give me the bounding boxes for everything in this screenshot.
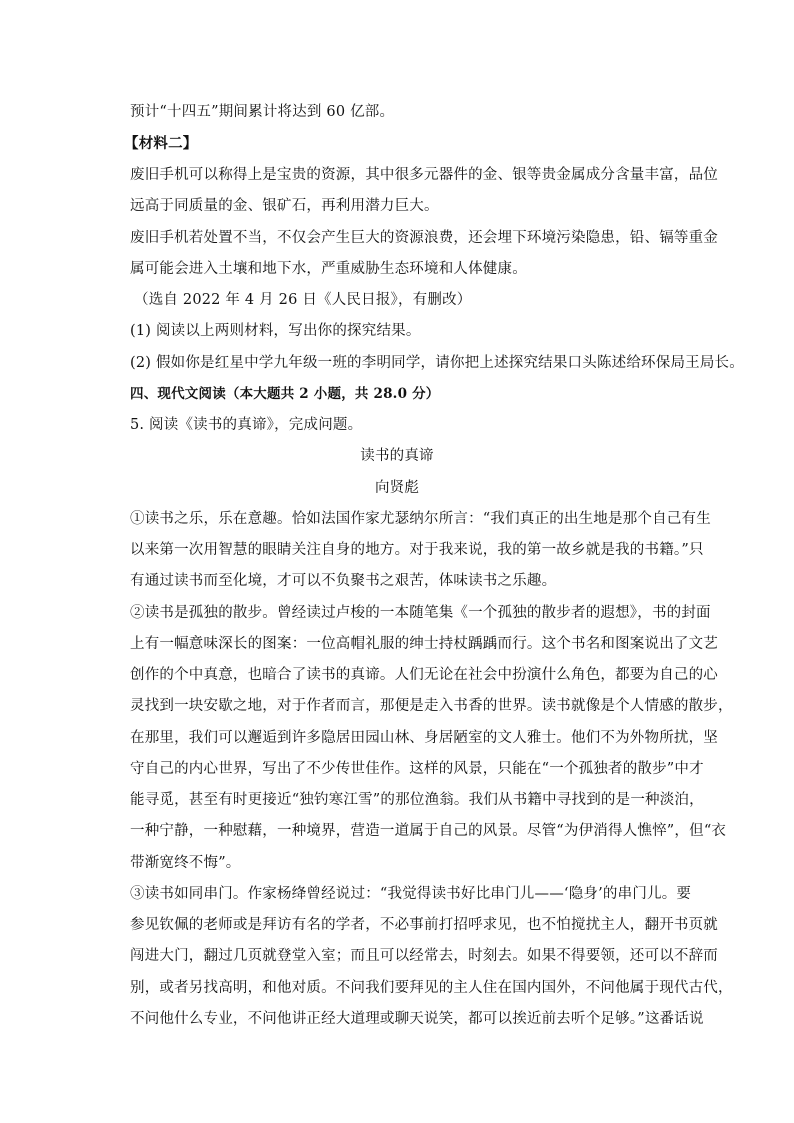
text-line: 守自己的内心世界，写出了不少传世佳作。这样的风景，只能在“一个孤独者的散步”中才: [130, 761, 704, 777]
text-line: 不问他什么专业，不问他讲正经大道理或聊天说笑，都可以挨近前去听个足够。”这番话说: [130, 1011, 704, 1027]
text-line: 以来第一次用智慧的眼睛关注自身的地方。对于我来说，我的第一故乡就是我的书籍。”只: [130, 542, 704, 558]
text-line: 参见钦佩的老师或是拜访有名的学者，不必事前打招呼求见，也不怕搅扰主人，翻开书页就: [130, 917, 718, 933]
text-line: 上有一幅意味深长的图案：一位高帽礼服的绅士持杖踽踽而行。这个书名和图案说出了文艺: [130, 636, 718, 652]
text-line: 在那里，我们可以邂逅到许多隐居田园山林、身居陋室的文人雅士。他们不为外物所扰，坚: [130, 730, 718, 746]
text-line: 能寻觅，甚至有时更接近“独钓寒江雪”的那位渔翁。我们从书籍中寻找到的是一种淡泊，: [130, 792, 704, 808]
source-citation: （选自 2022 年 4 月 26 日《人民日报》，有删改）: [134, 292, 472, 308]
text-line: 创作的个中真意，也暗合了读书的真谛。人们无论在社会中扮演什么角色，都要为自己的心: [130, 667, 718, 683]
text-line: 预计“十四五”期间累计将达到 60 亿部。: [130, 104, 395, 120]
article-title: 读书的真谛: [360, 448, 434, 464]
question-item: (2) 假如你是红星中学九年级一班的李明同学，请你把上述探究结果口头陈述给环保局王局长。: [130, 355, 744, 371]
text-line: 废旧手机可以称得上是宝贵的资源，其中很多元器件的金、银等贵金属成分含量丰富，品位: [130, 167, 718, 183]
text-line: ③读书如同串门。作家杨绛曾经说过：“我觉得读书好比串门儿——‘隐身’的串门儿。要: [130, 886, 692, 902]
section-heading: 四、现代文阅读（本大题共 2 小题，共 28.0 分）: [130, 386, 440, 402]
section-heading: 【材料二】: [124, 135, 198, 152]
text-line: 有通过读书而至化境，才可以不负聚书之艰苦，体味读书之乐趣。: [130, 573, 557, 589]
text-line: 灵找到一块安歇之地，对于作者而言，那便是走入书香的世界。读书就像是个人情感的散步，: [130, 698, 733, 714]
text-line: ②读书是孤独的散步。曾经读过卢梭的一本随笔集《一个孤独的散步者的遐想》，书的封面: [130, 605, 711, 621]
text-line: 废旧手机若处置不当，不仅会产生巨大的资源浪费，还会埋下环境污染隐患，铅、镉等重金: [130, 230, 718, 246]
text-line: 闯进大门，翻过几页就登堂入室；而且可以经常去，时刻去。如果不得要领，还可以不辞而: [130, 948, 718, 964]
article-author: 向贤彪: [374, 480, 420, 496]
question-item: 5. 阅读《读书的真谛》，完成问题。: [130, 417, 363, 433]
text-line: 一种宁静，一种慰藉，一种境界，营造一道属于自己的风景。尽管“为伊消得人憔悴”，但“衣: [130, 823, 727, 839]
text-line: ①读书之乐，乐在意趣。恰如法国作家尤瑟纳尔所言：“我们真正的出生地是那个自己有生: [130, 511, 711, 527]
question-item: (1) 阅读以上两则材料，写出你的探究结果。: [130, 323, 421, 339]
text-line: 属可能会进入土壤和地下水，严重威胁生态环境和人体健康。: [130, 261, 527, 277]
text-line: 带渐宽终不悔”。: [130, 855, 241, 871]
text-line: 别，或者另找高明，和他对质。不问我们要拜见的主人住在国内国外，不问他属于现代古代，: [130, 980, 733, 996]
text-line: 远高于同质量的金、银矿石，再利用潜力巨大。: [130, 198, 439, 214]
